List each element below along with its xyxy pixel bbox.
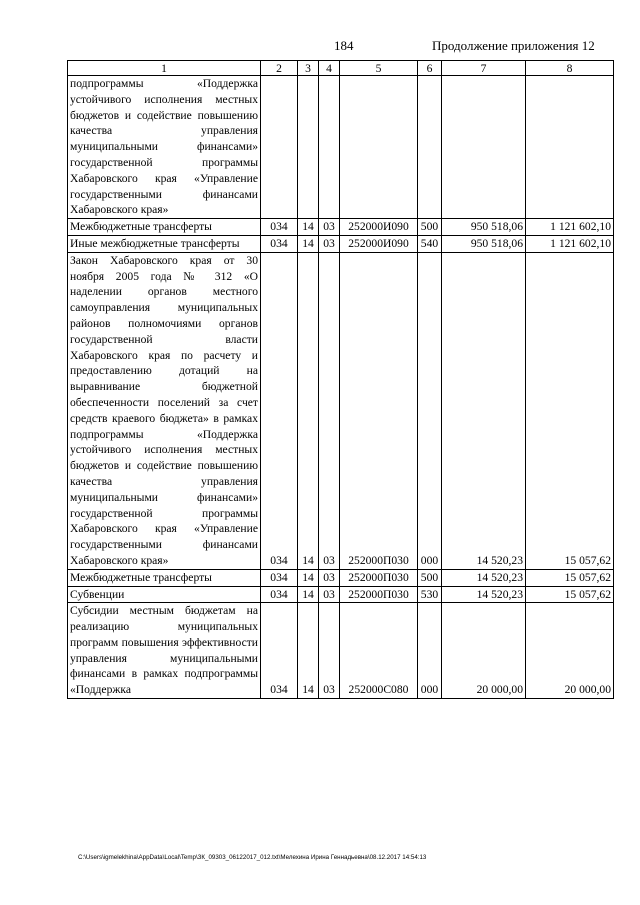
target-article: 252000П030: [340, 252, 418, 569]
column-header: 7: [442, 61, 526, 76]
admin-code: 034: [261, 586, 298, 603]
amount-year-1: 950 518,06: [442, 219, 526, 236]
row-description: Субвенции: [68, 586, 261, 603]
table-row: [68, 586, 614, 603]
row-description: подпрограммы «Поддержка устойчивого исполнения местных бюджетов и содействие повышению качества управления муниципальными финансами» государственной программы Хабаровского края «Управление государственными финансами Хабаровского края»: [68, 76, 261, 219]
admin-code: [261, 76, 298, 219]
table-row: [68, 603, 614, 699]
budget-table: [67, 60, 614, 699]
target-article: 252000С080: [340, 603, 418, 699]
column-header: 1: [68, 61, 261, 76]
amount-year-1: 20 000,00: [442, 603, 526, 699]
amount-year-1: 14 520,23: [442, 569, 526, 586]
section-code: 14: [298, 603, 319, 699]
amount-year-1: 950 518,06: [442, 235, 526, 252]
admin-code: 034: [261, 569, 298, 586]
expense-type: 540: [418, 235, 442, 252]
admin-code: 034: [261, 235, 298, 252]
table-row: [68, 76, 614, 219]
column-header: 8: [526, 61, 614, 76]
column-header: 6: [418, 61, 442, 76]
row-description: Межбюджетные трансферты: [68, 569, 261, 586]
amount-year-2: 1 121 602,10: [526, 235, 614, 252]
file-path-footer: C:\Users\igmelekhina\AppData\Local\Temp\ЗК_09303_06122017_012.txt\Мелехина Ирина Геннадьевна\08.12.2017 14:54:13: [78, 854, 427, 861]
amount-year-1: 14 520,23: [442, 586, 526, 603]
section-code: [298, 76, 319, 219]
amount-year-2: 20 000,00: [526, 603, 614, 699]
row-description: Межбюджетные трансферты: [68, 219, 261, 236]
column-header: 5: [340, 61, 418, 76]
amount-year-2: 1 121 602,10: [526, 219, 614, 236]
section-code: 14: [298, 252, 319, 569]
subsection-code: 03: [319, 586, 340, 603]
table-row: [68, 219, 614, 236]
subsection-code: 03: [319, 569, 340, 586]
column-header: 4: [319, 61, 340, 76]
target-article: 252000И090: [340, 235, 418, 252]
expense-type: [418, 76, 442, 219]
expense-type: 000: [418, 603, 442, 699]
target-article: 252000П030: [340, 586, 418, 603]
continuation-label: Продолжение приложения 12: [432, 38, 595, 53]
row-description: Субсидии местным бюджетам на реализацию муниципальных программ повышения эффективности управления муниципальными финансами в рамках подпрограммы «Поддержка: [68, 603, 261, 699]
amount-year-2: [526, 76, 614, 219]
target-article: 252000И090: [340, 219, 418, 236]
subsection-code: 03: [319, 252, 340, 569]
subsection-code: 03: [319, 219, 340, 236]
admin-code: 034: [261, 603, 298, 699]
page-number: 184: [334, 38, 354, 53]
table-row: [68, 252, 614, 569]
admin-code: 034: [261, 219, 298, 236]
row-description: Иные межбюджетные трансферты: [68, 235, 261, 252]
expense-type: 000: [418, 252, 442, 569]
column-header: 2: [261, 61, 298, 76]
subsection-code: [319, 76, 340, 219]
section-code: 14: [298, 235, 319, 252]
target-article: [340, 76, 418, 219]
target-article: 252000П030: [340, 569, 418, 586]
amount-year-2: 15 057,62: [526, 252, 614, 569]
section-code: 14: [298, 569, 319, 586]
table-row: [68, 569, 614, 586]
subsection-code: 03: [319, 603, 340, 699]
section-code: 14: [298, 219, 319, 236]
section-code: 14: [298, 586, 319, 603]
table-row: [68, 235, 614, 252]
expense-type: 530: [418, 586, 442, 603]
expense-type: 500: [418, 219, 442, 236]
admin-code: 034: [261, 252, 298, 569]
amount-year-1: 14 520,23: [442, 252, 526, 569]
amount-year-2: 15 057,62: [526, 569, 614, 586]
subsection-code: 03: [319, 235, 340, 252]
expense-type: 500: [418, 569, 442, 586]
amount-year-1: [442, 76, 526, 219]
header-row: [68, 61, 614, 76]
row-description: Закон Хабаровского края от 30 ноября 2005 года № 312 «О наделении органов местного самоуправления муниципальных районов полномочиями органов государственной власти Хабаровского края по расчету и предоставлению дотаций на выравнивание бюджетной обеспеченности поселений за счет средств краевого бюджета» в рамках подпрограммы «Поддержка устойчивого исполнения местных бюджетов и содействие повышению качества управления муниципальными финансами» государственной программы Хабаровского края «Управление государственными финансами Хабаровского края»: [68, 252, 261, 569]
amount-year-2: 15 057,62: [526, 586, 614, 603]
column-header: 3: [298, 61, 319, 76]
